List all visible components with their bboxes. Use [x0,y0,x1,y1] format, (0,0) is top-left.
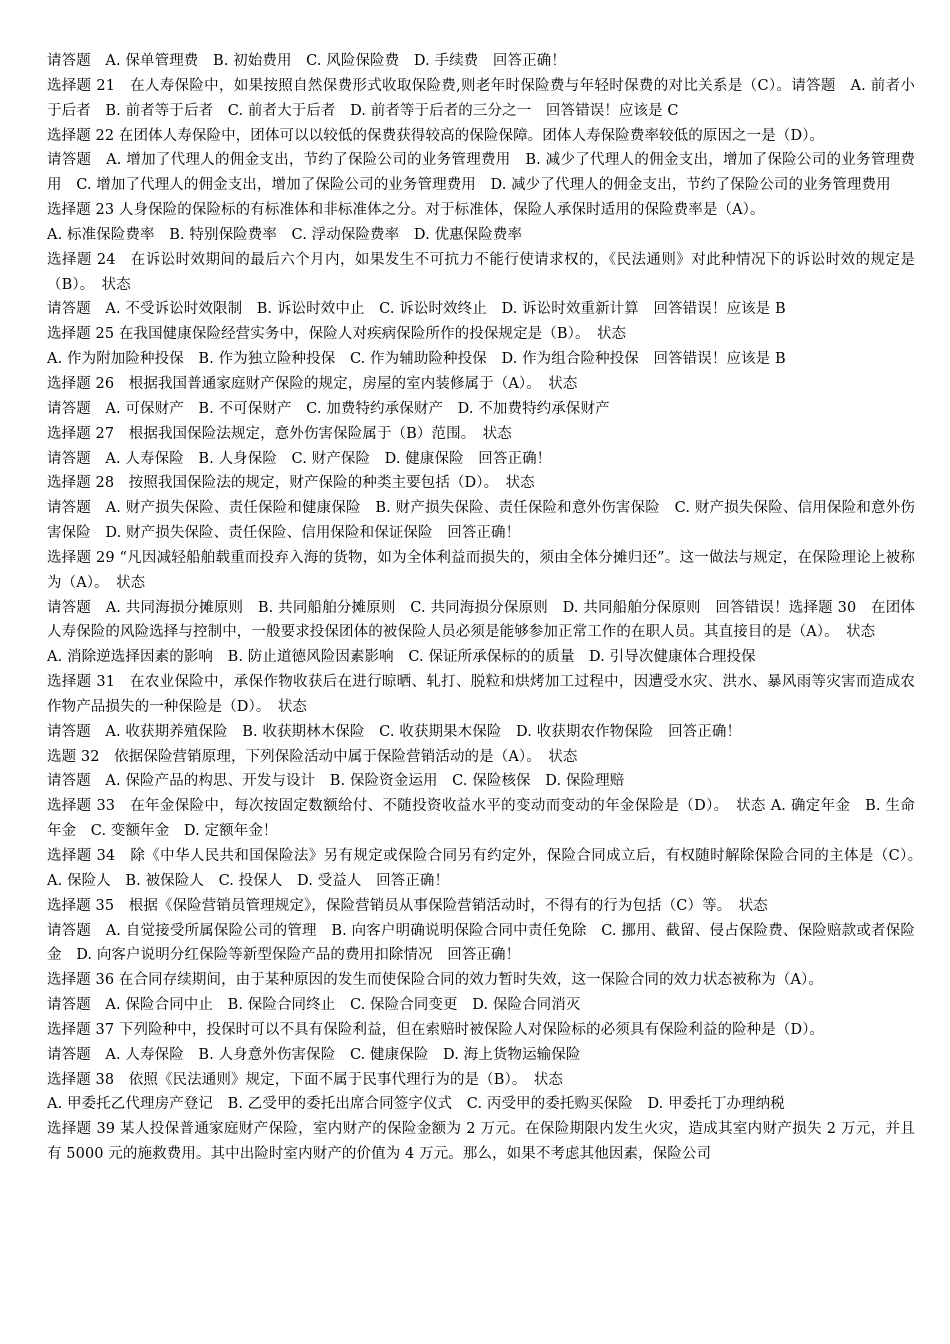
text-line: 选择题 36 在合同存续期间，由于某种原因的发生而使保险合同的效力暂时失效，这一保险合同的效力状态被称为（A）。 [47,972,823,989]
text-line: A. 作为附加险种投保 B. 作为独立险种投保 C. 作为辅助险种投保 D. 作为组合险种投保 回答错误！应该是 B [47,351,786,368]
text-line: 选题 32 依据保险营销原理，下列保险活动中属于保险营销活动的是（A）。 状态 [47,748,578,765]
text-line: 选择题 28 按照我国保险法的规定，财产保险的种类主要包括（D）。 状态 [47,475,535,492]
text-line: 请答题 A. 不受诉讼时效限制 B. 诉讼时效中止 C. 诉讼时效终止 D. 诉讼时效重新计算 回答错误！应该是 B [47,301,786,318]
document-page [47,49,930,1167]
text-line: 选择题 38 依照《民法通则》规定，下面不属于民事代理行为的是（B）。 状态 [47,1071,564,1088]
text-line: 请答题 A. 保险产品的构思、开发与设计 B. 保险资金运用 C. 保险核保 D. 保险理赔 [47,773,625,790]
text-line: 选择题 21 在人寿保险中，如果按照自然保费形式收取保险费,则老年时保险费与年轻时保费的对比关系是（C）。请答题 A. 前者小于后者 B. 前者等于后者 C. 前者大于后者 D. 前者等于后者的三分之一 回答错误！应该是 C [47,77,915,119]
text-line: 选择题 34 除《中华人民共和国保险法》另有规定或保险合同另有约定外，保险合同成立后，有权随时解除保险合同的主体是（C）。 A. 保险人 B. 被保险人 C. 投保人 D. 受益人 回答正确！ [47,848,930,889]
text-line: 请答题 A. 可保财产 B. 不可保财产 C. 加费特约承保财产 D. 不加费特约承保财产 [47,400,610,417]
text-line: 选择题 29 “凡因减轻船舶载重而投弃入海的货物，如为全体利益而损失的，须由全体分摊归还”。这一做法与规定，在保险理论上被称为（A）。 状态 [47,549,915,591]
text-line: 请答题 A. 财产损失保险、责任保险和健康保险 B. 财产损失保险、责任保险和意外伤害保险 C. 财产损失保险、信用保险和意外伤害保险 D. 财产损失保险、责任保险、信用保险和保证保险 回答正确！ [47,500,915,542]
text-line: 请答题 A. 收获期养殖保险 B. 收获期林木保险 C. 收获期果木保险 D. 收获期农作物保险 回答正确！ [47,723,742,740]
text-line: A. 标准保险费率 B. 特别保险费率 C. 浮动保险费率 D. 优惠保险费率 [47,226,523,243]
text-line: 请答题 A. 保单管理费 B. 初始费用 C. 风险保险费 D. 手续费 回答正确！ [47,53,566,69]
text-line: 选择题 22 在团体人寿保险中，团体可以以较低的保费获得较高的保险保障。团体人寿保险费率较低的原因之一是（D）。 [47,127,825,144]
text-line: 选择题 31 在农业保险中，承保作物收获后在进行晾晒、轧打、脱粒和烘烤加工过程中，因遭受水灾、洪水、暴风雨等灾害而造成农作物产品损失的一种保险是（D）。 状态 [47,674,915,715]
text-line: 选择题 23 人身保险的保险标的有标准体和非标准体之分。对于标准体，保险人承保时适用的保险费率是（A）。 [47,202,765,219]
text-line: 请答题 A. 保险合同中止 B. 保险合同终止 C. 保险合同变更 D. 保险合同消灭 [47,997,581,1014]
text-line: 选择题 33 在年金保险中，每次按固定数额给付、不随投资收益水平的变动而变动的年金保险是（D）。 状态 A. 确定年金 B. 生命年金 C. 变额年金 D. 定额年金！ [47,798,915,840]
text-line: 选择题 24 在诉讼时效期间的最后六个月内，如果发生不可抗力不能行使请求权的，《民法通则》对此种情况下的诉讼时效的规定是（B）。 状态 [47,251,915,293]
text-line: 选择题 37 下列险种中，投保时可以不具有保险利益，但在索赔时被保险人对保险标的必须具有保险利益的险种是（D）。 [47,1021,825,1038]
text-line: 选择题 26 根据我国普通家庭财产保险的规定，房屋的室内装修属于（A）。 状态 [47,375,578,392]
text-line: A. 消除逆选择因素的影响 B. 防止道德风险因素影响 C. 保证所承保标的的质量 D. 引导次健康体合理投保 [47,649,756,666]
text-line: 请答题 A. 人寿保险 B. 人身意外伤害保险 C. 健康保险 D. 海上货物运输保险 [47,1046,581,1063]
text-line: 选择题 39 某人投保普通家庭财产保险，室内财产的保险金额为 2 万元。在保险期限内发生火灾，造成其室内财产损失 2 万元，并且有 5000 元的施救费用。其中出险时室内财产的价值为 4 万元。那么，如果不考虑其他因素，保险公司 [47,1121,915,1163]
text-line: 请答题 A. 自觉接受所属保险公司的管理 B. 向客户明确说明保险合同中责任免除 C. 挪用、截留、侵占保险费、保险赔款或者保险金 D. 向客户说明分红保险等新型保险产品的费用扣除情况 回答正确！ [47,922,915,964]
text-line: 选择题 27 根据我国保险法规定，意外伤害保险属于（B）范围。 状态 [47,425,512,442]
text-line: 请答题 A. 增加了代理人的佣金支出，节约了保险公司的业务管理费用 B. 减少了代理人的佣金支出，增加了保险公司的业务管理费用 C. 增加了代理人的佣金支出，增加了保险公司的业务管理费用 D. 减少了代理人的佣金支出，节约了保险公司的业务管理费用 [47,152,915,194]
text-line: 请答题 A. 共同海损分摊原则 B. 共同船舶分摊原则 C. 共同海损分保原则 D. 共同船舶分保原则 回答错误！选择题 30 在团体人寿保险的风险选择与控制中，一般要求投保团体的被保险人员必须是能够参加正常工作的在职人员。其直接目的是（A）。 状态 [47,599,915,641]
text-line: 选择题 35 根据《保险营销员管理规定》，保险营销员从事保险营销活动时，不得有的行为包括（C）等。 状态 [47,897,768,914]
text-line: A. 甲委托乙代理房产登记 B. 乙受甲的委托出席合同签字仪式 C. 丙受甲的委托购买保险 D. 甲委托丁办理纳税 [47,1096,785,1113]
text-line: 请答题 A. 人寿保险 B. 人身保险 C. 财产保险 D. 健康保险 回答正确！ [47,450,552,467]
text-line: 选择题 25 在我国健康保险经营实务中，保险人对疾病保险所作的投保规定是（B）。 状态 [47,326,627,343]
